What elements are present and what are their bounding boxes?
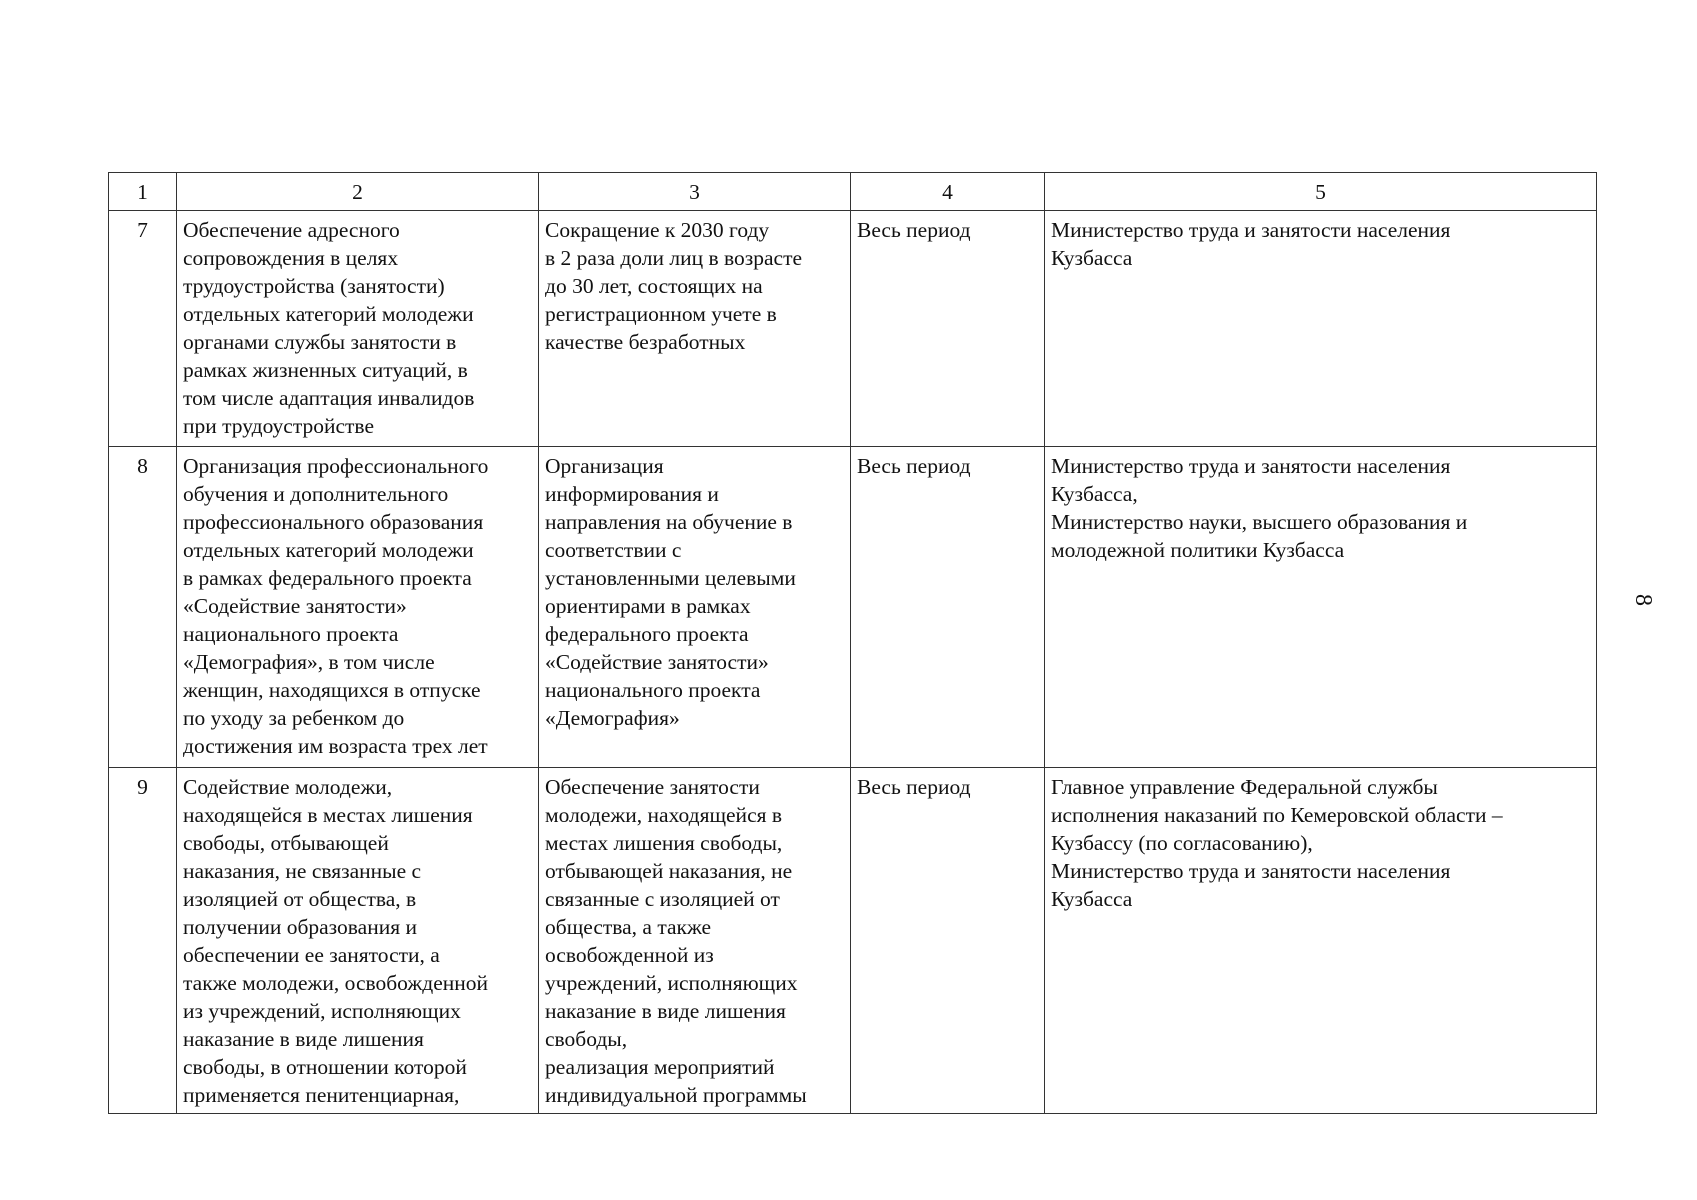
row-number: 9: [109, 768, 177, 1114]
measure-line: обеспечении ее занятости, а: [183, 943, 440, 967]
responsible-line: Кузбасса,: [1051, 482, 1138, 506]
result-line: учреждений, исполняющих: [545, 971, 798, 995]
measure-cell: [177, 211, 539, 447]
result-line: федерального проекта: [545, 622, 749, 646]
result-line: соответствии с: [545, 538, 682, 562]
header-col-2: 2: [177, 173, 539, 211]
measure-line: наказания, не связанные с: [183, 859, 422, 883]
period-cell: Весь период: [851, 447, 1045, 768]
measure-line: Обеспечение адресного: [183, 218, 400, 242]
period-cell: Весь период: [851, 768, 1045, 1114]
measure-line: достижения им возраста трех лет: [183, 734, 488, 758]
measure-line: из учреждений, исполняющих: [183, 999, 461, 1023]
result-cell: [539, 768, 851, 1114]
result-line: «Демография»: [545, 706, 680, 730]
result-line: национального проекта: [545, 678, 761, 702]
measure-line: Организация профессионального: [183, 454, 489, 478]
responsible-line: молодежной политики Кузбасса: [1051, 538, 1345, 562]
result-line: отбывающей наказания, не: [545, 859, 793, 883]
measure-line: профессионального образования: [183, 510, 484, 534]
measure-line: в рамках федерального проекта: [183, 566, 472, 590]
responsible-cell: [1045, 211, 1597, 447]
result-line: индивидуальной программы: [545, 1083, 807, 1107]
header-col-1: 1: [109, 173, 177, 211]
result-line: до 30 лет, состоящих на: [545, 274, 763, 298]
measure-line: том числе адаптация инвалидов: [183, 386, 475, 410]
measures-table: [108, 172, 1597, 1114]
result-line: ориентирами в рамках: [545, 594, 751, 618]
responsible-line: Кузбасса: [1051, 246, 1133, 270]
measure-line: «Демография», в том числе: [183, 650, 435, 674]
responsible-line: Министерство труда и занятости населения: [1051, 218, 1451, 242]
measure-line: отдельных категорий молодежи: [183, 302, 474, 326]
responsible-cell: [1045, 768, 1597, 1114]
result-line: свободы,: [545, 1027, 628, 1051]
measure-line: рамках жизненных ситуаций, в: [183, 358, 468, 382]
measure-line: свободы, отбывающей: [183, 831, 389, 855]
responsible-line: Кузбассу (по согласованию),: [1051, 831, 1313, 855]
measure-line: сопровождения в целях: [183, 246, 399, 270]
responsible-line: Кузбасса: [1051, 887, 1133, 911]
period-cell: Весь период: [851, 211, 1045, 447]
header-col-5: 5: [1045, 173, 1597, 211]
result-line: освобожденной из: [545, 943, 714, 967]
measure-line: изоляцией от общества, в: [183, 887, 417, 911]
measure-line: обучения и дополнительного: [183, 482, 449, 506]
table-row: [109, 768, 1597, 1114]
result-line: местах лишения свободы,: [545, 831, 783, 855]
measure-line: трудоустройства (занятости): [183, 274, 445, 298]
measure-line: по уходу за ребенком до: [183, 706, 405, 730]
result-line: направления на обучение в: [545, 510, 793, 534]
measure-line: получении образования и: [183, 915, 417, 939]
measure-line: национального проекта: [183, 622, 399, 646]
measure-cell: [177, 447, 539, 768]
result-line: связанные с изоляцией от: [545, 887, 780, 911]
responsible-line: исполнения наказаний по Кемеровской области –: [1051, 803, 1503, 827]
result-cell: [539, 447, 851, 768]
measure-line: при трудоустройстве: [183, 414, 374, 438]
result-line: в 2 раза доли лиц в возрасте: [545, 246, 803, 270]
measure-line: находящейся в местах лишения: [183, 803, 473, 827]
responsible-line: Главное управление Федеральной службы: [1051, 775, 1438, 799]
table-header-row: [109, 173, 1597, 211]
measure-line: Содействие молодежи,: [183, 775, 393, 799]
result-line: установленными целевыми: [545, 566, 796, 590]
result-line: регистрационном учете в: [545, 302, 777, 326]
result-line: Обеспечение занятости: [545, 775, 760, 799]
result-line: молодежи, находящейся в: [545, 803, 783, 827]
table-row: [109, 447, 1597, 768]
responsible-line: Министерство труда и занятости населения: [1051, 454, 1451, 478]
header-col-3: 3: [539, 173, 851, 211]
measure-line: «Содействие занятости»: [183, 594, 407, 618]
result-line: общества, а также: [545, 915, 712, 939]
result-line: реализация мероприятий: [545, 1055, 775, 1079]
result-line: качестве безработных: [545, 330, 746, 354]
result-line: информирования и: [545, 482, 719, 506]
responsible-line: Министерство труда и занятости населения: [1051, 859, 1451, 883]
measure-line: применяется пенитенциарная,: [183, 1083, 460, 1107]
result-cell: [539, 211, 851, 447]
measure-line: женщин, находящихся в отпуске: [183, 678, 481, 702]
table-row: [109, 211, 1597, 447]
row-number: 8: [109, 447, 177, 768]
result-line: «Содействие занятости»: [545, 650, 769, 674]
measure-line: наказание в виде лишения: [183, 1027, 424, 1051]
result-line: Сокращение к 2030 году: [545, 218, 770, 242]
result-line: наказание в виде лишения: [545, 999, 786, 1023]
row-number: 7: [109, 211, 177, 447]
result-line: Организация: [545, 454, 664, 478]
page-number: 8: [1630, 594, 1656, 606]
measure-cell: [177, 768, 539, 1114]
measure-line: также молодежи, освобожденной: [183, 971, 488, 995]
responsible-line: Министерство науки, высшего образования и: [1051, 510, 1468, 534]
header-col-4: 4: [851, 173, 1045, 211]
measure-line: отдельных категорий молодежи: [183, 538, 474, 562]
measure-line: свободы, в отношении которой: [183, 1055, 467, 1079]
responsible-cell: [1045, 447, 1597, 768]
measure-line: органами службы занятости в: [183, 330, 457, 354]
